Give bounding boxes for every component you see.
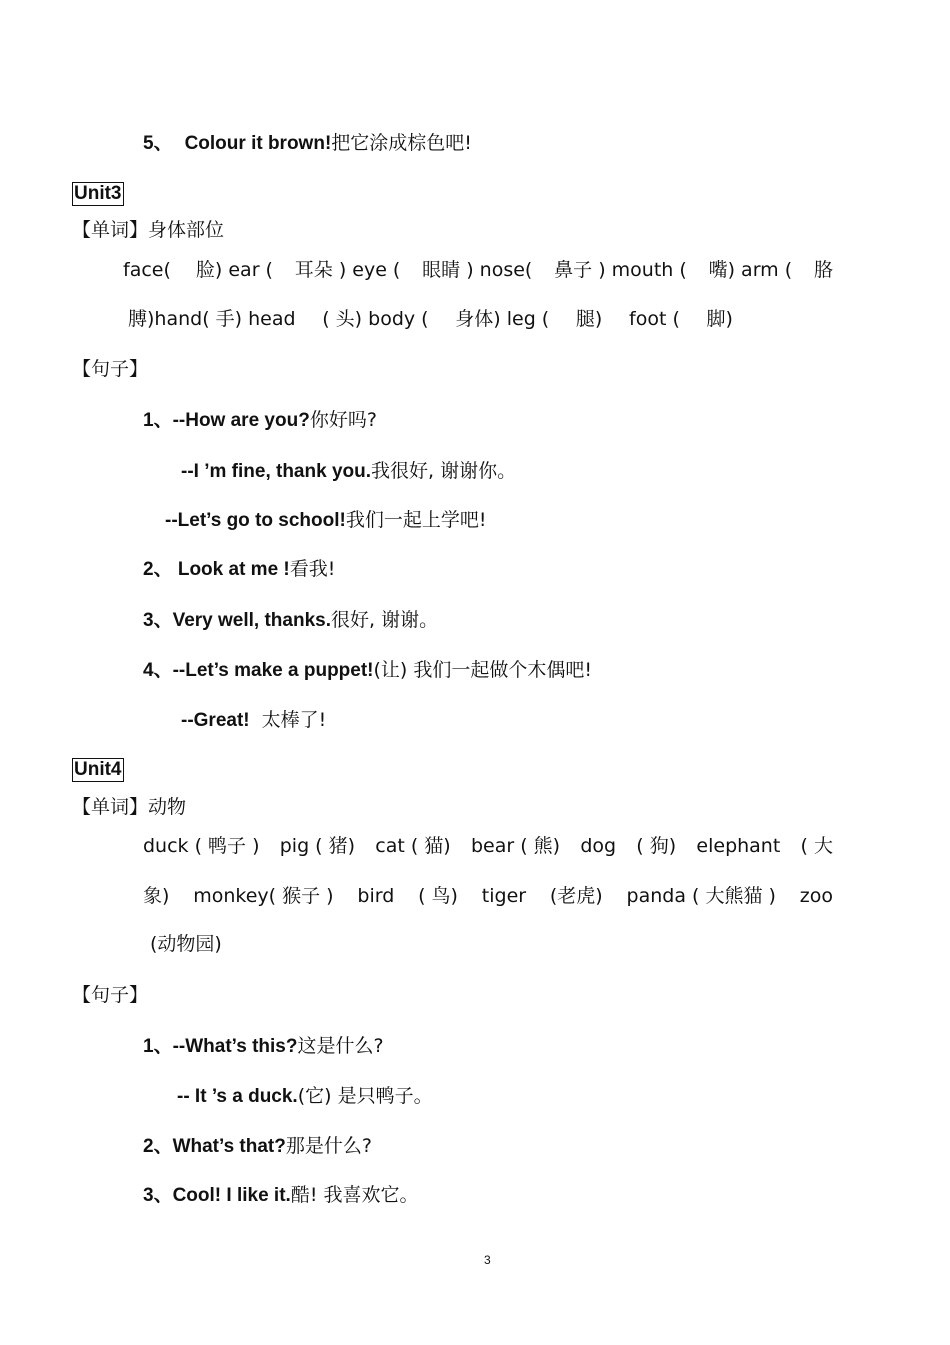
unit3-sentence-4a — [143, 658, 592, 683]
unit3-sentence-2 — [143, 557, 335, 582]
sentence-chinese: 很好, 谢谢。 — [330, 609, 439, 631]
word-item: 胳 — [813, 259, 833, 281]
item-number: 5、 — [143, 133, 173, 154]
word-item: ( 大 — [800, 835, 833, 857]
sentence-chinese: 看我! — [289, 558, 336, 580]
word-item: ( 头) body ( — [322, 308, 429, 330]
unit4-label: Unit4 — [74, 759, 122, 780]
word-item: 脚) — [706, 308, 733, 330]
word-item: face( 脸) ear ( — [123, 259, 273, 281]
sentence-chinese: 那是什么? — [285, 1135, 372, 1157]
sentence-english: 2、What’s that? — [143, 1136, 286, 1157]
unit4-sentences-heading: 【句子】 — [72, 984, 149, 1006]
sentence-english: 1、--What’s this? — [143, 1036, 298, 1057]
word-item: duck ( 鸭子 ) — [143, 835, 260, 857]
sentence-chinese: 我们一起上学吧! — [345, 509, 487, 531]
word-item: pig ( 猪) — [279, 835, 356, 857]
sentence-chinese: (它) 是只鸭子。 — [297, 1085, 433, 1107]
unit3-sentence-1c — [165, 508, 486, 533]
word-item: (老虎) — [549, 885, 603, 907]
word-item: 嘴) arm ( — [708, 259, 793, 281]
word-item: tiger — [481, 885, 527, 907]
unit3-words-heading: 【单词】身体部位 — [72, 219, 225, 241]
unit4-words-heading: 【单词】动物 — [72, 796, 187, 818]
word-item: cat ( 猫) — [375, 835, 451, 857]
word-item: zoo — [799, 885, 833, 907]
word-item: 眼睛 ) nose( — [422, 259, 533, 281]
word-item: panda ( 大熊猫 ) — [626, 885, 776, 907]
word-item: 耳朵 ) eye ( — [294, 259, 401, 281]
sentence-chinese: (让) 我们一起做个木偶吧! — [373, 659, 592, 681]
unit3-words-row-2 — [128, 307, 733, 331]
sentence-chinese: 你好吗? — [309, 409, 377, 431]
word-item: 鼻子 ) mouth ( — [554, 259, 687, 281]
unit4-words-row-3: (动物园) — [150, 933, 222, 955]
unit3-sentence-3 — [143, 608, 438, 633]
sentence-chinese: 酷! 我喜欢它。 — [290, 1184, 419, 1206]
word-item: dog — [580, 835, 617, 857]
sentence-english: --Great! — [181, 710, 250, 731]
word-item: foot ( — [629, 308, 680, 330]
sentence-english: 4、--Let’s make a puppet! — [143, 660, 374, 681]
word-item: 身体) leg ( — [455, 308, 550, 330]
unit3-sentence-1b — [181, 459, 516, 484]
unit3-label: Unit3 — [74, 183, 122, 204]
sentence-item-5 — [143, 131, 472, 156]
word-item: elephant — [696, 835, 781, 857]
sentence-english: 2、 Look at me ! — [143, 559, 290, 580]
word-item: ( 鸟) — [418, 885, 458, 907]
unit4-sentence-3 — [143, 1183, 418, 1208]
unit4-sentence-1a — [143, 1034, 384, 1059]
word-item: 膊)hand( 手) head — [128, 308, 296, 330]
page-number: 3 — [484, 1253, 491, 1267]
word-item: bear ( 熊) — [470, 835, 561, 857]
sentence-english: --I ’m fine, thank you. — [181, 461, 372, 482]
unit3-sentence-1a — [143, 408, 377, 433]
sentence-english: 3、Very well, thanks. — [143, 610, 331, 631]
sentence-english: --Let’s go to school! — [165, 510, 346, 531]
unit3-sentences-heading: 【句子】 — [72, 358, 149, 380]
unit3-words-row-1 — [123, 258, 833, 282]
word-item: 腿) — [575, 308, 603, 330]
sentence-english: Colour it brown! — [184, 133, 332, 154]
word-item: bird — [357, 885, 395, 907]
sentence-chinese: 我很好, 谢谢你。 — [371, 460, 517, 482]
sentence-chinese: 把它涂成棕色吧! — [331, 132, 472, 154]
word-item: 象) — [143, 885, 170, 907]
unit4-words-row-1 — [143, 834, 833, 858]
sentence-english: -- It ’s a duck. — [177, 1086, 298, 1107]
sentence-english: 3、Cool! I like it. — [143, 1185, 291, 1206]
sentence-english: 1、--How are you? — [143, 410, 310, 431]
unit4-sentence-1b — [177, 1084, 433, 1109]
unit4-words-row-2 — [143, 884, 833, 908]
word-item: monkey( 猴子 ) — [193, 885, 334, 907]
sentence-chinese: 这是什么? — [297, 1035, 384, 1057]
unit4-sentence-2 — [143, 1134, 372, 1159]
unit3-sentence-4b — [181, 708, 326, 733]
sentence-chinese: 太棒了! — [261, 709, 327, 731]
word-item: ( 狗) — [636, 835, 677, 857]
